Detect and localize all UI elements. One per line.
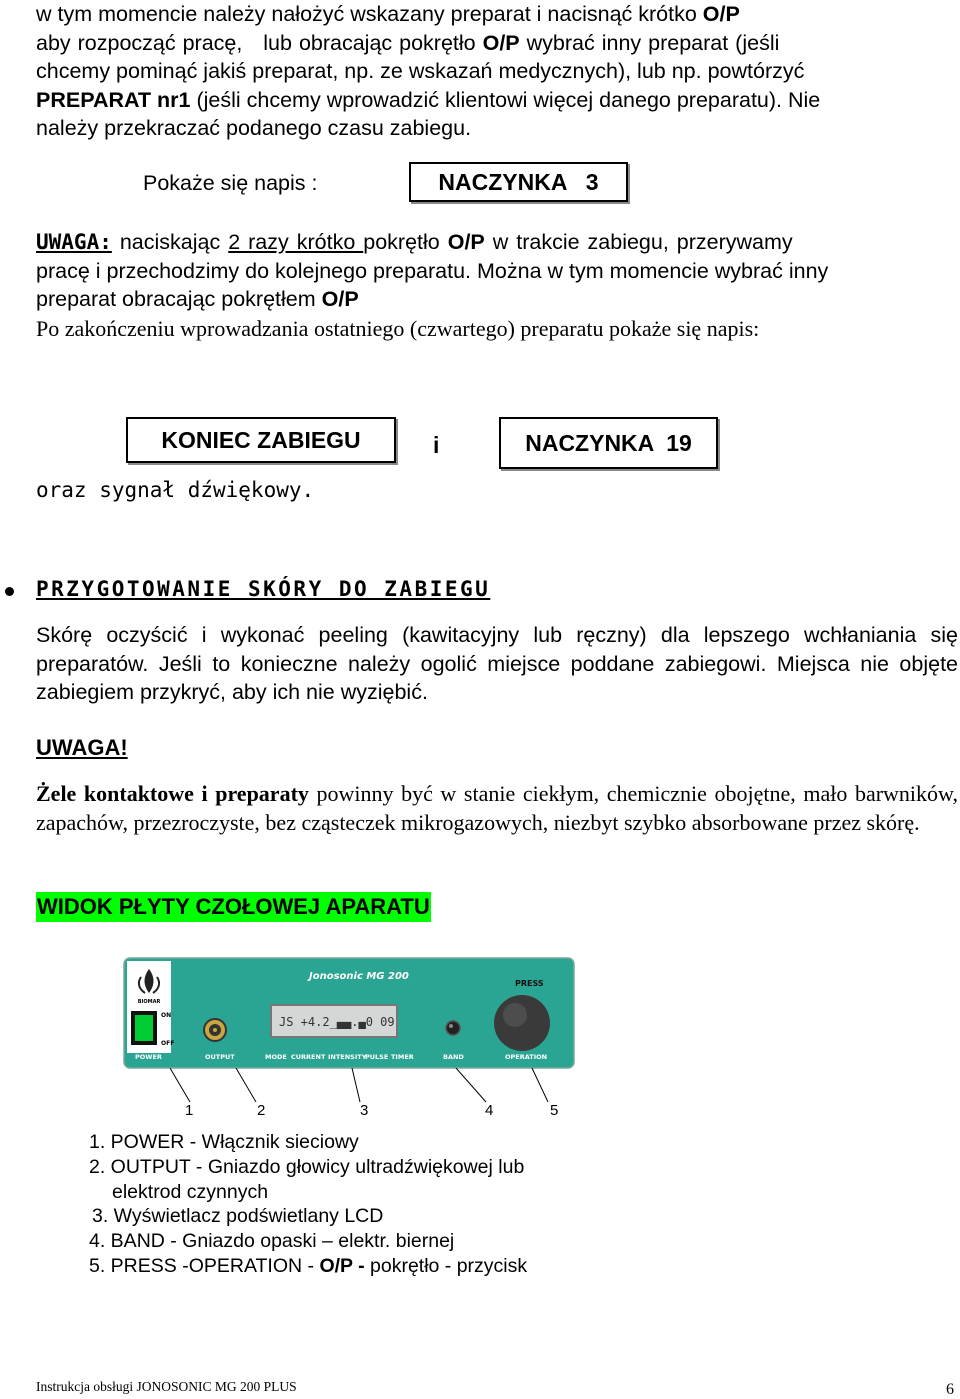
skin-prep-heading: PRZYGOTOWANIE SKÓRY DO ZABIEGU: [36, 577, 491, 601]
band-label: BAND: [443, 1053, 464, 1061]
display-box-koniec-text: KONIEC ZABIEGU: [161, 426, 361, 453]
operation-label: OPERATION: [505, 1053, 548, 1061]
brand-name: Jonosonic MG 200: [309, 971, 409, 982]
warning-line-3: preparat obracając pokrętłem O/P: [36, 287, 359, 311]
logo-text: BIOMAR: [137, 999, 161, 1005]
callout-line-1: [170, 1068, 190, 1102]
power-label: POWER: [135, 1053, 162, 1061]
page-number: 6: [946, 1381, 954, 1398]
callout-line-5: [532, 1068, 548, 1102]
callout-number-2: 2: [257, 1102, 266, 1119]
bullet-icon: [5, 587, 14, 596]
device-panel-svg: [123, 957, 575, 1069]
output-label: OUTPUT: [205, 1053, 235, 1061]
intro-line-5: należy przekraczać podanego czasu zabiegu.: [36, 116, 472, 140]
callout-line-3: [352, 1068, 360, 1102]
intro-line-3: chcemy pominąć jakiś preparat, np. ze wskazań medycznych), lub np. powtórzyć: [36, 59, 805, 83]
legend-list: [89, 1130, 527, 1279]
skin-prep-paragraph: Skórę oczyścić i wykonać peeling (kawitacyjny lub ręczny) dla lepszego wchłaniania się preparatów. Jeśli to konieczne należy ogolić miejsce poddane zabiegowi. Miejsca nie objęte zabiegiem przykryć, aby ich nie wyziębić.: [36, 623, 958, 704]
band-socket-icon: [446, 1021, 460, 1035]
sound-signal-note: oraz sygnał dźwiękowy.: [36, 478, 315, 502]
callout-number-3: 3: [360, 1102, 369, 1119]
power-switch-icon: [135, 1015, 153, 1041]
pulse-label: PULSE: [365, 1053, 389, 1061]
callout-line-2: [236, 1068, 256, 1102]
intro-paragraph: [36, 0, 960, 143]
warning-line-4: Po zakończeniu wprowadzania ostatniego (czwartego) preparatu pokaże się napis:: [36, 315, 760, 341]
press-label: PRESS: [515, 979, 544, 988]
panel-heading: WIDOK PŁYTY CZOŁOWEJ APARATU: [36, 892, 431, 922]
legend-item-1: 1. POWER - Włącznik sieciowy: [89, 1131, 359, 1153]
off-label: OFF: [161, 1040, 175, 1047]
intro-line-1: w tym momencie należy nałożyć wskazany preparat i nacisnąć krótko O/P: [36, 2, 740, 26]
callout-number-4: 4: [485, 1102, 494, 1119]
callout-lines: [170, 1068, 570, 1124]
callout-number-5: 5: [550, 1102, 559, 1119]
intensity-label: INTENSITY: [328, 1053, 367, 1061]
warning2-title: UWAGA!: [36, 735, 128, 760]
callout-line-4: [456, 1068, 486, 1102]
display-box-naczynka19-text: NACZYNKA 19: [525, 429, 692, 456]
mode-label: MODE: [265, 1053, 287, 1061]
lcd-text: JS +4.2_▄▄.▄0 09: [279, 1015, 395, 1029]
intro-line-2: aby rozpocząć pracę, lub obracając pokrętło O/P wybrać inny preparat (jeśli: [36, 30, 780, 55]
on-label: ON: [161, 1012, 172, 1019]
display-label: Pokaże się napis :: [143, 171, 318, 195]
legend-item-5: 5. PRESS -OPERATION - O/P - pokrętło - przycisk: [89, 1254, 528, 1277]
display-box-koniec-zabiegu: [126, 417, 396, 463]
footer-title: Instrukcja obsługi JONOSONIC MG 200 PLUS: [36, 1379, 297, 1394]
legend-item-2: 2. OUTPUT - Gniazdo głowicy ultradźwiękowej lub: [89, 1155, 525, 1178]
warning-line-2: pracę i przechodzimy do kolejnego preparatu. Można w tym momencie wybrać inny: [36, 258, 829, 283]
current-label: CURRENT: [291, 1053, 326, 1061]
device-front-panel: [123, 957, 575, 1069]
legend-item-2-cont: elektrod czynnych: [112, 1180, 269, 1203]
warning-paragraph: [36, 228, 960, 343]
legend-item-3: 3. Wyświetlacz podświetlany LCD: [92, 1205, 384, 1228]
warning2-paragraph: Żele kontaktowe i preparaty powinny być w stanie ciekłym, chemicznie obojętne, mało barwników, zapachów, przezroczyste, bez cząsteczek mikrogazowych, niezbyt szybko absorbowane przez skórę.: [36, 781, 958, 835]
callout-number-1: 1: [185, 1102, 194, 1119]
timer-label: TIMER: [391, 1053, 414, 1061]
legend-item-4: 4. BAND - Gniazdo opaski – elektr. biernej: [89, 1230, 455, 1253]
connector-i: i: [433, 432, 440, 458]
intro-line-4: PREPARAT nr1 (jeśli chcemy wprowadzić klientowi więcej danego preparatu). Nie: [36, 87, 821, 112]
display-box-naczynka-3: [409, 162, 628, 202]
warning-title: UWAGA:: [36, 230, 112, 254]
display-box-text: NACZYNKA 3: [438, 168, 599, 195]
warning-line-1: UWAGA: naciskając 2 razy krótko pokrętło O/P w trakcie zabiegu, przerywamy: [36, 230, 793, 254]
display-box-naczynka-19: [499, 417, 718, 469]
